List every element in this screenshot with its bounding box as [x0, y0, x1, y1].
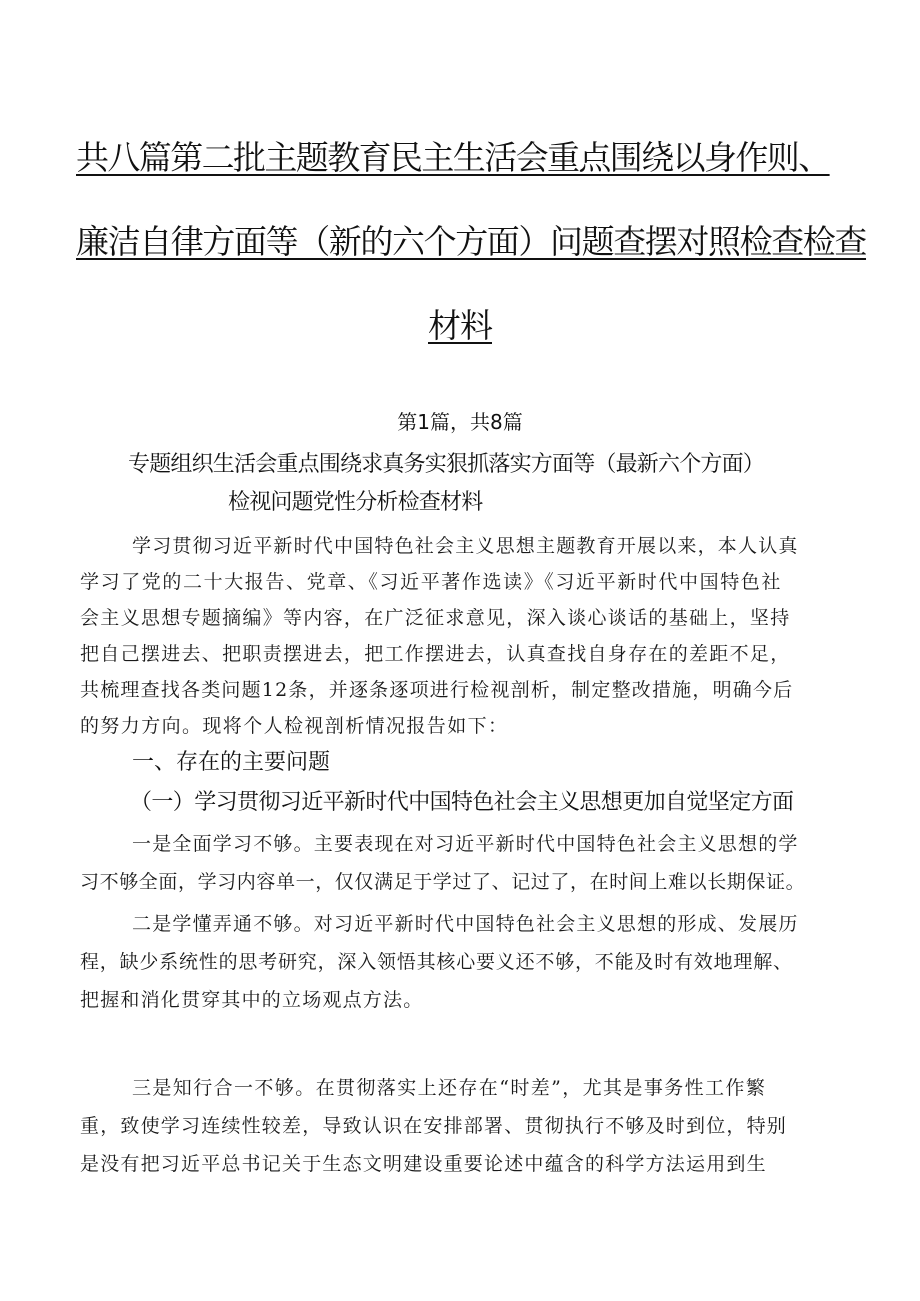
subsection-heading: （一）学习贯彻习近平新时代中国特色社会主义思想更加自觉坚定方面 [130, 790, 794, 815]
intro-line-3: 会主义思想专题摘编》等内容，在广泛征求意见，深入谈心谈话的基础上，坚持 [80, 607, 791, 629]
para3-line-2: 重，致使学习连续性较差，导致认识在安排部署、贯彻执行不够及时到位，特别 [80, 1115, 788, 1137]
document-title-line-2: 廉洁自律方面等（新的六个方面）问题查摆对照检查检查 [76, 222, 867, 261]
section-heading: 一、存在的主要问题 [132, 750, 331, 775]
part-label: 第1篇，共8篇 [397, 410, 523, 434]
subtitle-line-1: 专题组织生活会重点围绕求真务实狠抓落实方面等（最新六个方面） [128, 452, 765, 477]
intro-line-5: 共梳理查找各类问题12条，并逐条逐项进行检视剖析，制定整改措施，明确今后 [80, 679, 794, 701]
para2-line-3: 把握和消化贯穿其中的立场观点方法。 [80, 989, 424, 1011]
intro-line-1: 学习贯彻习近平新时代中国特色社会主义思想主题教育开展以来，本人认真 [132, 535, 799, 557]
para2-line-2: 程，缺少系统性的思考研究，深入领悟其核心要义还不够，不能及时有效地理解、 [80, 951, 793, 973]
para1-line-2: 习不够全面，学习内容单一，仅仅满足于学过了、记过了，在时间上难以长期保证。 [80, 871, 806, 893]
intro-line-6: 的努力方向。现将个人检视剖析情况报告如下： [80, 715, 509, 737]
para1-line-1: 一是全面学习不够。主要表现在对习近平新时代中国特色社会主义思想的学 [132, 833, 799, 855]
para2-line-1: 二是学懂弄通不够。对习近平新时代中国特色社会主义思想的形成、发展历 [132, 913, 799, 935]
document-title-line-1: 共八篇第二批主题教育民主生活会重点围绕以身作则、 [76, 138, 830, 177]
document-title-line-3: 材料 [428, 306, 492, 345]
intro-line-4: 把自己摆进去、把职责摆进去，把工作摆进去，认真查找自身存在的差距不足， [80, 643, 791, 665]
intro-line-2: 学习了党的二十大报告、党章、《习近平著作选读》《习近平新时代中国特色社 [80, 571, 783, 593]
subtitle-line-2: 检视问题党性分析检查材料 [228, 490, 483, 515]
para3-line-3: 是没有把习近平总书记关于生态文明建设重要论述中蕴含的科学方法运用到生 [80, 1153, 767, 1175]
para3-line-1: 三是知行合一不够。在贯彻落实上还存在“时差”，尤其是事务性工作繁 [132, 1077, 767, 1099]
